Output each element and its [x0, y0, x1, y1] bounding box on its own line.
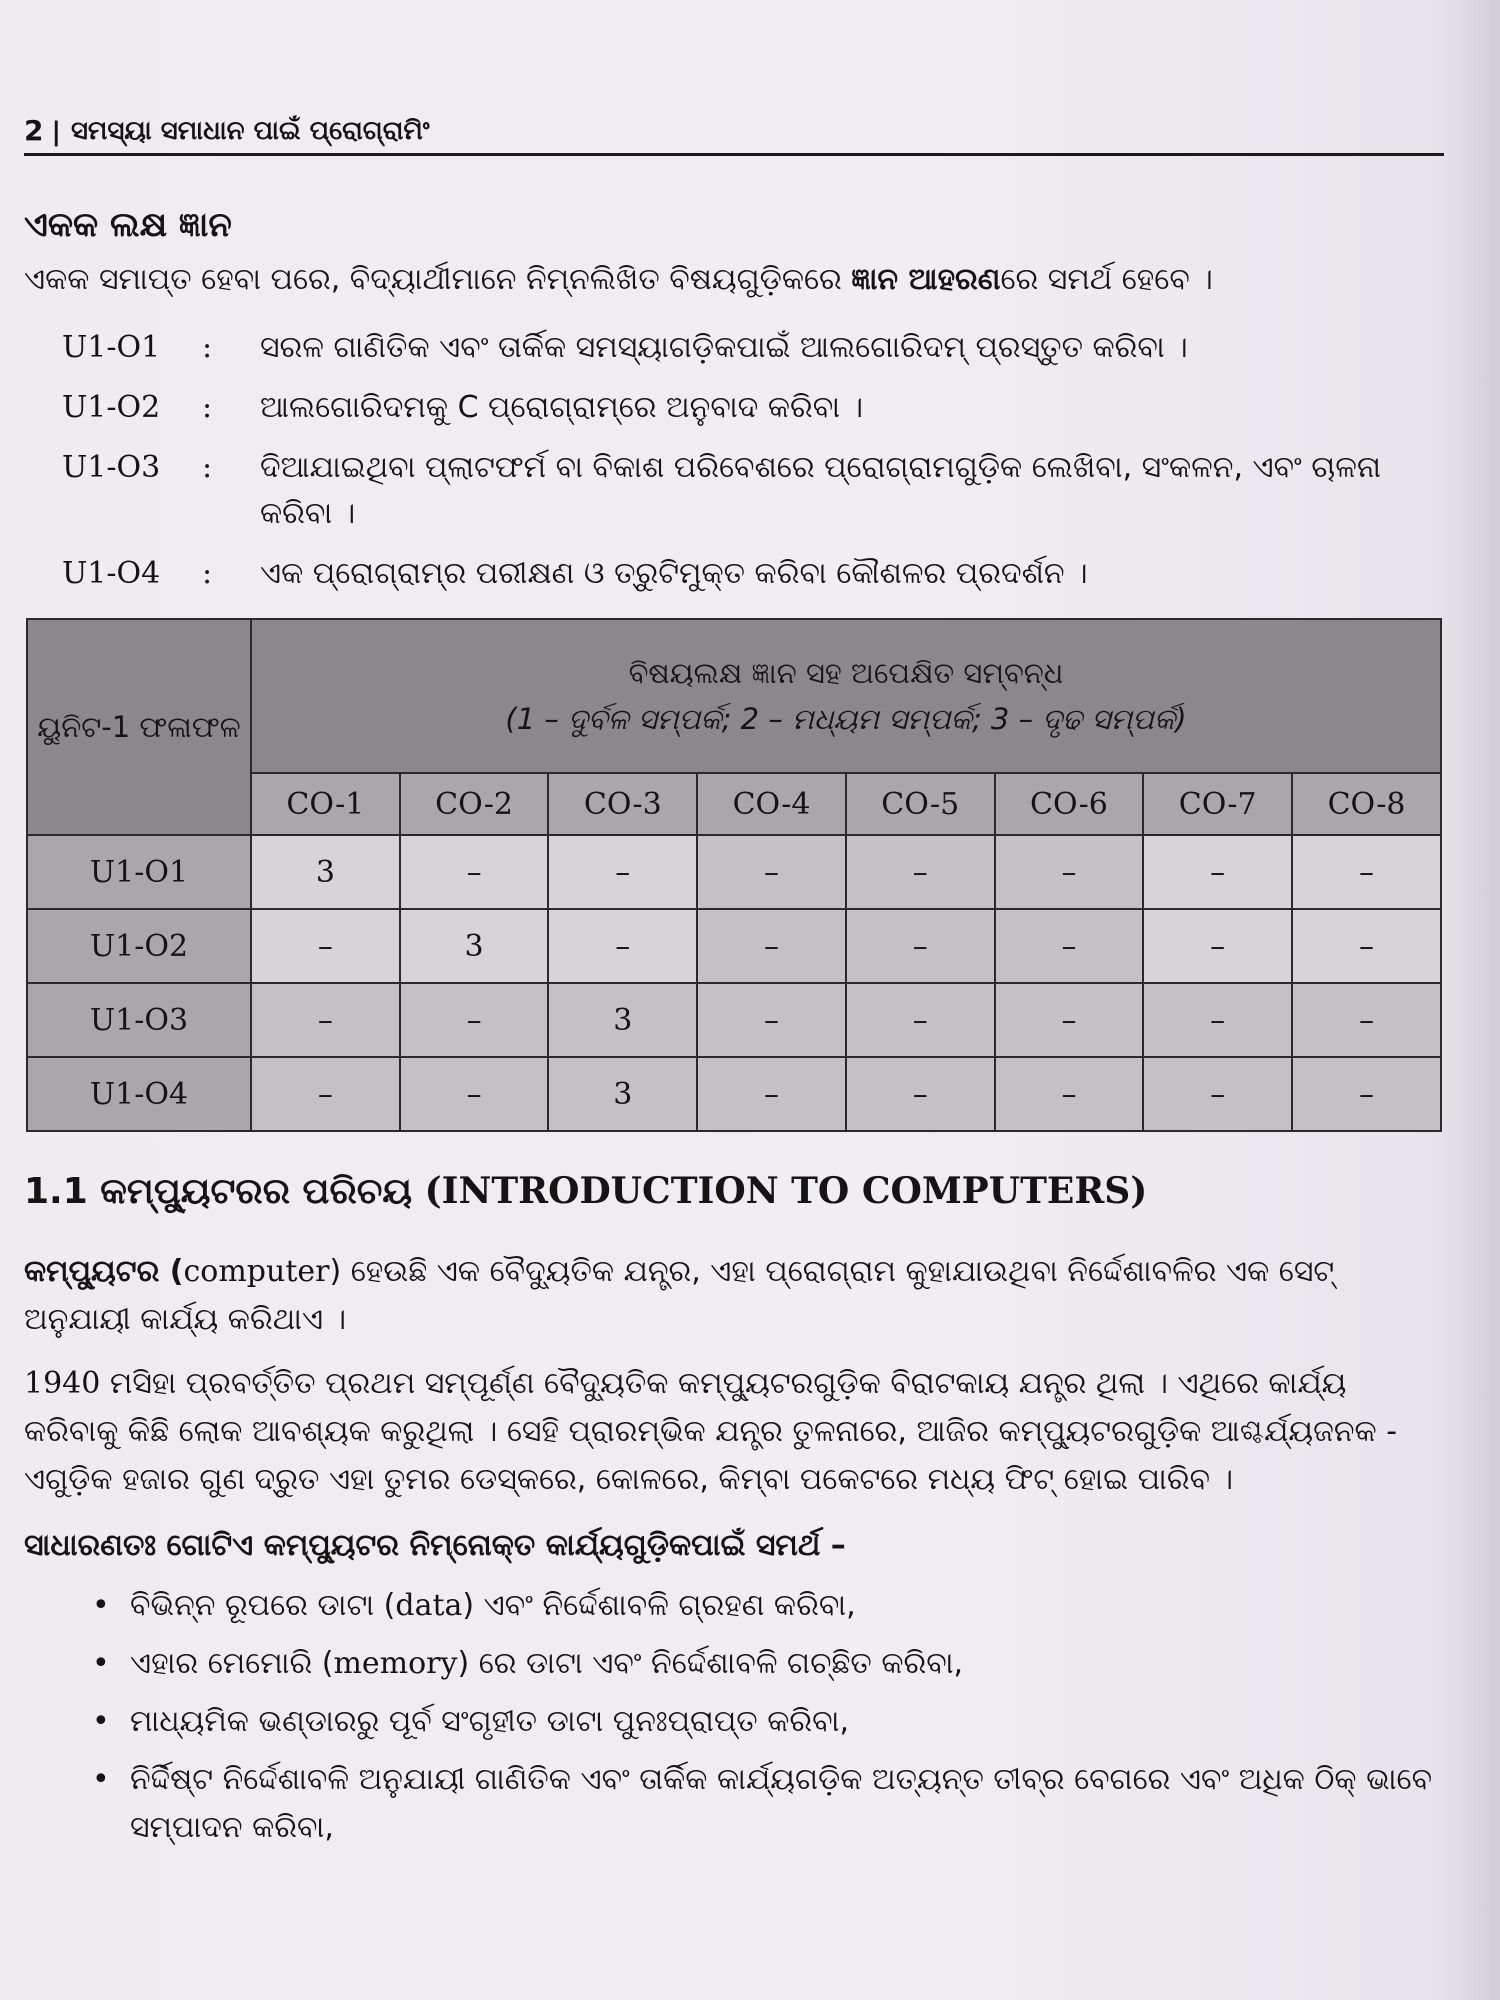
row-label: U1-O1: [27, 835, 251, 909]
outcome-code: U1-O4: [62, 556, 161, 591]
unit-outcome-header: ୟୁନିଟ-1 ଫଳାଫଳ: [27, 619, 251, 835]
bullet-english-term: memory: [333, 1646, 458, 1681]
table-cell: –: [995, 1057, 1144, 1131]
column-header: CO-1: [251, 773, 400, 835]
row-label: U1-O4: [27, 1057, 251, 1131]
p1-english-term: computer: [183, 1254, 330, 1289]
table-row: [27, 983, 1441, 1057]
unit-objectives-intro: [24, 260, 1444, 300]
column-header: CO-3: [548, 773, 697, 835]
table-cell: –: [995, 983, 1144, 1057]
table-cell: –: [995, 909, 1144, 983]
bullet-icon: •: [92, 1646, 110, 1681]
p3-text: ସାଧାରଣତଃ ଗୋଟିଏ କମ୍ପ୍ୟୁଟର ନିମ୍ନୋକ୍ତ କାର୍ଯ୍ୟଗୁଡ଼ିକପାଇଁ ସମର୍ଥ –: [24, 1528, 846, 1563]
column-header: CO-7: [1143, 773, 1292, 835]
outcome-item: [62, 445, 1442, 537]
bullet-text-end: ) ଏବଂ ନିର୍ଦ୍ଦେଶାବଳି ଗ୍ରହଣ କରିବା,: [462, 1588, 856, 1623]
bullet-text: ମାଧ୍ୟମିକ ଭଣ୍ଡାରରୁ ପୂର୍ବ ସଂଗୃହୀତ ଡାଟା ପୁନଃପ୍ରାପ୍ତ କରିବା,: [130, 1704, 849, 1739]
intro-text: ଏକକ ସମାପ୍ତ ହେବା ପରେ, ବିଦ୍ୟାର୍ଥୀମାନେ ନିମ୍ନଲିଖିତ ବିଷୟଗୁଡ଼ିକରେ: [24, 262, 852, 297]
bullet-text: ବିଭିନ୍ନ ରୂପରେ ଡାଟା (: [130, 1588, 396, 1623]
bullet-english-term: data: [395, 1588, 463, 1623]
paragraph-capabilities-intro: [24, 1522, 1444, 1570]
intro-text-end: ରେ ସମର୍ଥ ହେବେ ।: [1000, 262, 1213, 297]
section-title-english: (INTRODUCTION TO COMPUTERS): [424, 1170, 1148, 1212]
p2-year: 1940: [24, 1366, 101, 1401]
header-separator: |: [51, 117, 61, 147]
p1-start: କମ୍ପ୍ୟୁଟର (: [24, 1254, 184, 1289]
table-cell: –: [251, 1057, 400, 1131]
table-cell: –: [400, 835, 549, 909]
row-label: U1-O2: [27, 909, 251, 983]
table-row: [27, 909, 1441, 983]
table-cell: –: [548, 909, 697, 983]
outcome-text: ଦିଆଯାଇଥିବା ପ୍ଲାଟଫର୍ମ ବା ବିକାଶ ପରିବେଶରେ ପ୍ରୋଗ୍ରାମଗୁଡ଼ିକ ଲେଖିବା, ସଂକଳନ, ଏବଂ ଚାଳନା କରିବା ।: [260, 450, 1381, 531]
outcome-text: ଏକ ପ୍ରୋଗ୍ରାମ୍‌ର ପରୀକ୍ଷଣ ଓ ତ୍ରୁଟିମୁକ୍ତ କରିବା କୌଶଳର ପ୍ରଦର୍ଶନ ।: [260, 556, 1088, 591]
column-header: CO-6: [995, 773, 1144, 835]
column-header: CO-2: [400, 773, 549, 835]
table-cell: –: [1292, 909, 1441, 983]
p1-rest: ) ହେଉଛି ଏକ ବୈଦ୍ୟୁତିକ ଯନ୍ତ୍ର, ଏହା ପ୍ରୋଗ୍ରାମ କୁହାଯାଉଥିବା ନିର୍ଦ୍ଦେଶାବଳିର ଏକ ସେଟ୍ ଅନୁଯାୟୀ କାର୍ଯ୍ୟ କରିଥାଏ ।: [24, 1254, 1335, 1337]
bullet-icon: •: [92, 1704, 110, 1739]
table-cell: –: [846, 983, 995, 1057]
outcome-colon: :: [202, 330, 213, 365]
table-cell: –: [697, 983, 846, 1057]
page-edge-shadow: [1435, 0, 1500, 2000]
table-cell: –: [995, 835, 1144, 909]
paragraph-history: [24, 1360, 1444, 1504]
header-title: ସମସ୍ୟା ସମାଧାନ ପାଇଁ ପ୍ରୋଗ୍ରାମିଂ: [70, 116, 430, 146]
table-cell: –: [1143, 835, 1292, 909]
co-mapping-table: [26, 618, 1442, 1132]
section-title: [24, 1170, 1147, 1213]
mapping-legend: (1 – ଦୁର୍ବଳ ସମ୍ପର୍କ; 2 – ମଧ୍ୟମ ସମ୍ପର୍କ; 3 – ଦୃଢ ସମ୍ପର୍କ): [505, 702, 1187, 736]
page-number: 2: [24, 114, 44, 147]
table-cell: 3: [548, 983, 697, 1057]
outcome-colon: :: [202, 390, 213, 425]
mapping-header: [251, 619, 1441, 773]
table-cell: –: [846, 835, 995, 909]
column-header: CO-5: [846, 773, 995, 835]
list-item: [92, 1640, 1442, 1688]
unit-objectives-heading: ଏକକ ଲକ୍ଷ ଜ୍ଞାନ: [24, 205, 232, 245]
table-cell: –: [1143, 983, 1292, 1057]
outcome-text: ଆଲଗୋରିଦମକୁ C ପ୍ରୋଗ୍ରାମ୍‌ରେ ଅନୁବାଦ କରିବା ।: [260, 390, 864, 425]
bullet-icon: •: [92, 1588, 110, 1623]
table-cell: –: [846, 1057, 995, 1131]
table-cell: –: [846, 909, 995, 983]
outcome-colon: :: [202, 556, 213, 591]
row-label: U1-O3: [27, 983, 251, 1057]
outcome-item: [62, 385, 1442, 431]
table-cell: –: [1292, 835, 1441, 909]
table-cell: 3: [400, 909, 549, 983]
column-header: CO-4: [697, 773, 846, 835]
outcome-colon: :: [202, 450, 213, 485]
column-header: CO-8: [1292, 773, 1441, 835]
list-item: [92, 1582, 1442, 1630]
outcome-item: [62, 325, 1442, 371]
outcome-code: U1-O2: [62, 390, 161, 425]
table-cell: –: [697, 1057, 846, 1131]
table-cell: –: [697, 909, 846, 983]
table-cell: –: [251, 983, 400, 1057]
outcome-list: [62, 325, 1442, 611]
bullet-text-end: ) ରେ ଡାଟା ଏବଂ ନିର୍ଦ୍ଦେଶାବଳି ଗଚ୍ଛିତ କରିବା,: [457, 1646, 964, 1681]
table-cell: –: [400, 983, 549, 1057]
bullet-text: ଏହାର ମେମୋରି (: [130, 1646, 334, 1681]
table-cell: –: [548, 835, 697, 909]
outcome-code: U1-O1: [62, 330, 161, 365]
intro-bold: ଜ୍ଞାନ ଆହରଣ: [851, 262, 1001, 297]
bullet-icon: •: [92, 1762, 110, 1797]
table-cell: –: [697, 835, 846, 909]
table-header-row: [27, 619, 1441, 773]
paragraph-definition: [24, 1248, 1444, 1344]
bullet-text: ନିର୍ଦ୍ଦିଷ୍ଟ ନିର୍ଦ୍ଦେଶାବଳି ଅନୁଯାୟୀ ଗାଣିତିକ ଏବଂ ତାର୍କିକ କାର୍ଯ୍ୟଗଡ଼ିକ ଅତ୍ୟନ୍ତ ତୀବ୍ର ବେଗରେ ଏବଂ ଅଧିକ ଠିକ୍ ଭାବେ ସମ୍ପାଦନ କରିବା,: [130, 1762, 1433, 1845]
mapping-title: ବିଷୟଲକ୍ଷ ଜ୍ଞାନ ସହ ଅପେକ୍ଷିତ ସମ୍ବନ୍ଧ: [628, 656, 1064, 690]
outcome-text: ସରଳ ଗାଣିତିକ ଏବଂ ତାର୍କିକ ସମସ୍ୟାଗଡ଼ିକପାଇଁ ଆଲଗୋରିଦମ୍ ପ୍ରସ୍ତୁତ କରିବା ।: [260, 330, 1188, 365]
list-item: [92, 1756, 1442, 1852]
table-cell: –: [1143, 1057, 1292, 1131]
table-cell: 3: [251, 835, 400, 909]
list-item: [92, 1698, 1442, 1746]
p2-text: ମସିହା ପ୍ରବର୍ତ୍ତିତ ପ୍ରଥମ ସମ୍ପୂର୍ଣ୍ଣ ବୈଦ୍ୟୁତିକ କମ୍ପ୍ୟୁଟରଗୁଡ଼ିକ ବିରାଟକାୟ ଯନ୍ତ୍ର ଥିଲା । ଏଥିରେ କାର୍ଯ୍ୟ କରିବାକୁ କିଛି ଲୋକ ଆବଶ୍ୟକ କରୁଥିଲା । ସେହି ପ୍ରାରମ୍ଭିକ ଯନ୍ତ୍ର ତୁଳନାରେ, ଆଜିର କମ୍ପ୍ୟୁଟରଗୁଡ଼ିକ ଆଶ୍ଚର୍ଯ୍ୟଜନକ - ଏଗୁଡ଼ିକ ହଜାର ଗୁଣ ଦ୍ରୁତ ଏହା ତୁମର ଡେସ୍କରେ, କୋଳରେ, କିମ୍ବା ପକେଟରେ ମଧ୍ୟ ଫିଟ୍ ହୋଇ ପାରିବ ।: [24, 1366, 1398, 1497]
table-row: [27, 1057, 1441, 1131]
outcome-item: [62, 551, 1442, 597]
table-cell: –: [400, 1057, 549, 1131]
table-cell: –: [1292, 1057, 1441, 1131]
capability-list: [92, 1582, 1442, 1862]
table-row: [27, 835, 1441, 909]
outcome-code: U1-O3: [62, 450, 161, 485]
table-cell: 3: [548, 1057, 697, 1131]
table-cell: –: [251, 909, 400, 983]
table-cell: –: [1292, 983, 1441, 1057]
running-header: [24, 110, 1444, 156]
table-cell: –: [1143, 909, 1292, 983]
section-title-odia: 1.1 କମ୍ପ୍ୟୁଟରର ପରିଚୟ: [24, 1171, 413, 1212]
